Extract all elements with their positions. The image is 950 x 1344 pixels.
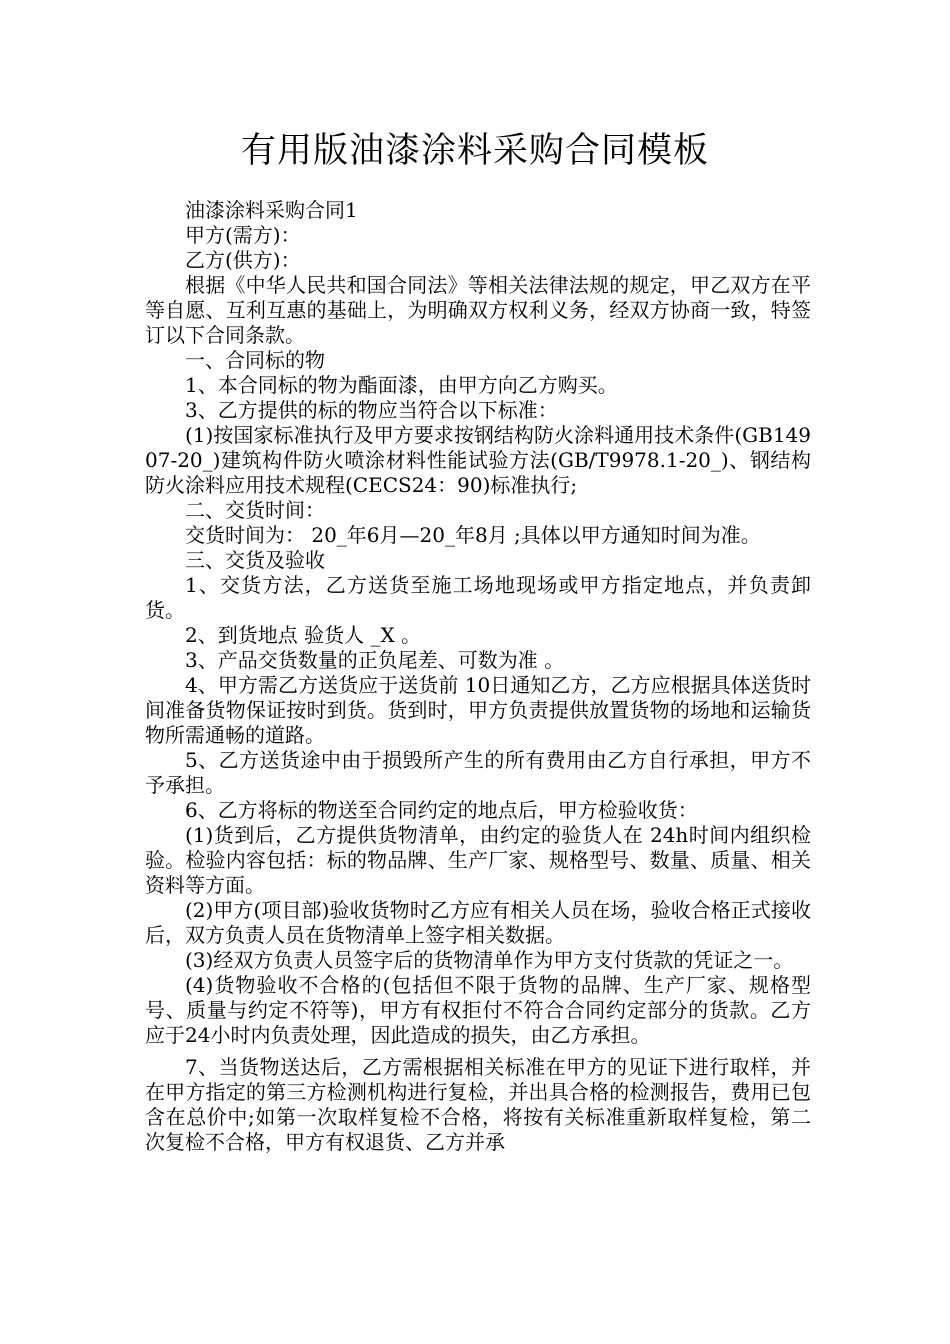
paragraph: 3、产品交货数量的正负尾差、可数为准 。 [185,648,565,672]
paragraph: (1)按国家标准执行及甲方要求按钢结构防火涂料通用技术条件(GB14907-20_)建筑构件防火喷涂材料性能试验方法(GB/T9978.1-20_)、钢结构防火涂料应用技术规程(CECS24：90)标准执行; [145,423,811,497]
paragraph: (4)货物验收不合格的(包括但不限于货物的品牌、生产厂家、规格型号、质量与约定不符等)，甲方有权拒付不符合合同约定部分的货款。乙方应于24小时内负责处理，因此造成的损失，由乙方承担。 [145,973,811,1047]
document-body [145,198,811,1155]
paragraph: 交货时间为： 20_年6月—20_年8月 ;具体以甲方通知时间为准。 [185,523,761,547]
paragraph: 7、当货物送达后，乙方需根据相关标准在甲方的见证下进行取样，并在甲方指定的第三方检测机构进行复检，并出具合格的检测报告，费用已包含在总价中;如第一次取样复检不合格，将按有关标准重新取样复检，第二次复检不合格，甲方有权退货、乙方并承 [145,1055,811,1154]
paragraph: 2、到货地点 验货人 _X 。 [185,623,422,647]
document-title: 有用版油漆涂料采购合同模板 [240,131,709,171]
paragraph: 3、乙方提供的标的物应当符合以下标准： [185,398,558,422]
paragraph: (1)货到后，乙方提供货物清单，由约定的验货人在 24h时间内组织检验。检验内容包括：标的物品牌、生产厂家、规格型号、数量、质量、相关资料等方面。 [145,823,811,897]
paragraph: 一、合同标的物 [185,348,325,372]
paragraph: 二、交货时间： [185,498,325,522]
paragraph: 5、乙方送货途中由于损毁所产生的所有费用由乙方自行承担，甲方不予承担。 [145,748,811,797]
paragraph: 甲方(需方)： [185,223,301,247]
paragraph: 油漆涂料采购合同1 [185,198,358,222]
paragraph: 4、甲方需乙方送货应于送货前 10日通知乙方，乙方应根据具体送货时间准备货物保证按时到货。货到时，甲方负责提供放置货物的场地和运输货物所需通畅的道路。 [145,673,811,747]
paragraph: 1、交货方法，乙方送货至施工场地现场或甲方指定地点，并负责卸货。 [145,573,811,622]
paragraph: 乙方(供方)： [185,248,301,272]
paragraph: 根据《中华人民共和国合同法》等相关法律法规的规定，甲乙双方在平等自愿、互利互惠的基础上，为明确双方权利义务，经双方协商一致，特签订以下合同条款。 [145,273,811,347]
paragraph: 6、乙方将标的物送至合同约定的地点后，甲方检验收货： [185,798,698,822]
paragraph: (2)甲方(项目部)验收货物时乙方应有相关人员在场，验收合格正式接收后，双方负责人员在货物清单上签字相关数据。 [145,898,811,947]
paragraph: 三、交货及验收 [185,548,325,572]
paragraph: 1、本合同标的物为酯面漆，由甲方向乙方购买。 [185,373,618,397]
paragraph: (3)经双方负责人员签字后的货物清单作为甲方支付货款的凭证之一。 [185,948,794,972]
